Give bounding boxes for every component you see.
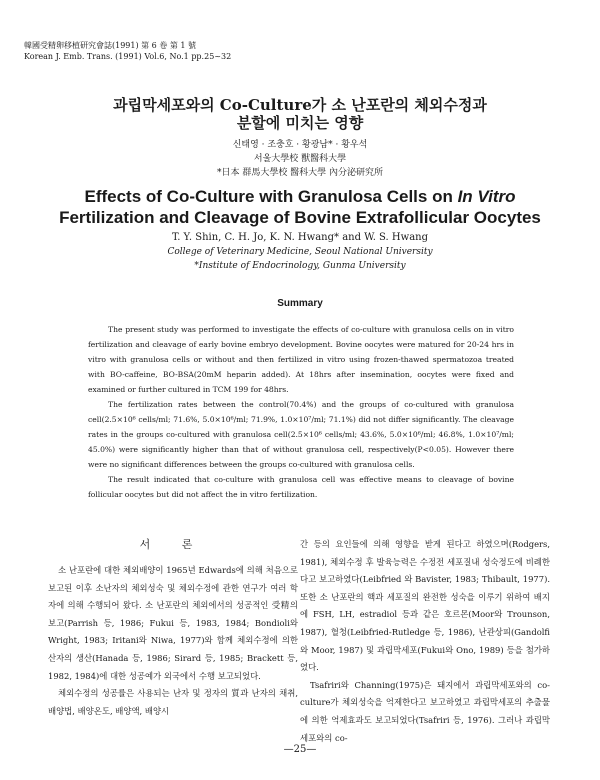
body-right-paragraph-1: 간 등의 요인들에 의해 영향을 받게 된다고 하였으며(Rodgers, 1981), 체외수정 후 발육능력은 수정전 세포질내 성숙정도에 비례한다고 보고하였다(Leibfried 와 Bavister, 1983; Thibault, 1977). 또한 소 난포란의 핵과 세포질의 완전한 성숙을 이루기 위하여 배지에 FSH, LH, estradiol 등과 같은 호르몬(Moor와 Trounson, 1987), 혈청(Leibfried-Rutledge 등, 1986), 난관상피(Gandolfi와 Moor, 1987) 및 과립막세포(Fukui와 Ono, 1989) 등을 첨가하였다. — [300, 539, 550, 673]
english-authors-block — [0, 231, 600, 273]
korean-authors-block — [0, 138, 600, 180]
body-left-paragraph-2: 체외수정의 성공률은 사용되는 난자 및 정자의 質과 난자의 채취, 배양법, 배양온도, 배양액, 배양시 — [48, 688, 298, 716]
summary-body — [88, 322, 514, 502]
english-title-italic: In Vitro — [457, 187, 516, 206]
korean-affiliation-2: *日本 群馬大學校 醫科大學 內分泌研究所 — [216, 168, 384, 178]
section-heading-introduction: 서 론 — [139, 538, 207, 551]
summary-paragraph-3: The result indicated that co-culture with granulosa cell was effective means to cleavage of bovine follicular oocytes but did not affect the in vitro fertilization. — [88, 475, 514, 499]
english-affiliation-2: *Institute of Endocrinology, Gunma University — [194, 261, 406, 271]
korean-title-line1: 과립막세포와의 Co-Culture가 소 난포란의 체외수정과 — [113, 96, 487, 114]
english-title-line1 — [0, 186, 600, 207]
journal-header-english: Korean J. Emb. Trans. (1991) Vol.6, No.1 pp.25~32 — [24, 52, 232, 61]
body-left-column — [48, 562, 298, 720]
summary-heading: Summary — [277, 298, 323, 309]
summary-paragraph-2: The fertilization rates between the control(70.4%) and the groups of co-cultured with granulosa cell(2.5×10⁶ cells/ml; 71.6%, 5.0×10⁶/ml; 71.9%, 1.0×10⁷/ml; 71.1%) did not differ significantly. The cleavage rates in the groups co-cultured with granulosa cell(2.5×10⁶ cells/ml; 43.6%, 5.0×10⁶/ml; 46.8%, 1.0×10⁷/ml; 45.0%) were significantly higher than that of without granulosa cell, respectively(P<0.05). However there were no significant differences between the groups co-cultured with granulosa cells. — [88, 400, 514, 469]
english-title — [0, 186, 600, 228]
english-affiliation-1: College of Veterinary Medicine, Seoul National University — [167, 247, 433, 257]
korean-authors: 신태영 · 조충호 · 황광남* · 황우석 — [232, 140, 368, 150]
page-number: —25— — [283, 744, 317, 755]
body-right-paragraph-2: Tsafriri와 Channing(1975)은 돼지에서 과립막세포와의 co-culture가 체외성숙을 억제한다고 보고하였고 과립막세포의 추출물에 의한 억제효과도 보고되었다(Tsafriri 등, 1976). 그러나 과립막세포와의 co- — [300, 679, 550, 743]
journal-header-korean: 韓國受精卵移植研究會誌(1991) 第 6 卷 第 1 號 — [24, 41, 197, 50]
korean-title-line2: 분할에 미치는 영향 — [236, 114, 364, 132]
korean-title — [0, 96, 600, 132]
summary-paragraph-1: The present study was performed to investigate the effects of co-culture with granulosa cells on in vitro fertilization and cleavage of early bovine embryo development. Bovine oocytes were matured for 20-24 hrs in vitro with granulosa cells or without and then fertilized in vitro using frozen-thawed spermatozoa treated with BO-caffeine, BO-BSA(20mM heparin added). At 18hrs after insemination, oocytes were fixed and examined or further cultured in TCM 199 for 48hrs. — [88, 325, 514, 394]
body-right-column — [300, 536, 550, 747]
english-title-line2: Fertilization and Cleavage of Bovine Extrafollicular Oocytes — [59, 208, 541, 227]
english-authors: T. Y. Shin, C. H. Jo, K. N. Hwang* and W. S. Hwang — [172, 232, 428, 243]
journal-header — [24, 40, 231, 62]
english-title-prefix: Effects of Co-Culture with Granulosa Cells on — [84, 187, 458, 206]
korean-affiliation-1: 서울大學校 獸醫科大學 — [253, 154, 347, 164]
body-left-paragraph-1: 소 난포란에 대한 체외배양이 1965년 Edwards에 의해 처음으로 보고된 이후 소난자의 체외성숙 및 체외수정에 관한 연구가 여러 학자에 의해 수행되어 왔다. 소 난포란의 체외에서의 성공적인 受精의 보고(Parrish 등, 1986; Fukui 등, 1983, 1984; Bondioli와 Wright, 1983; Iritani와 Niwa, 1977)와 함께 체외수정에 의한 산자의 생산(Hanada 등, 1986; Sirard 등, 1985; Brackett 등, 1982, 1984)에 대한 성공예가 외국에서 수행 보고되었다. — [48, 565, 298, 681]
